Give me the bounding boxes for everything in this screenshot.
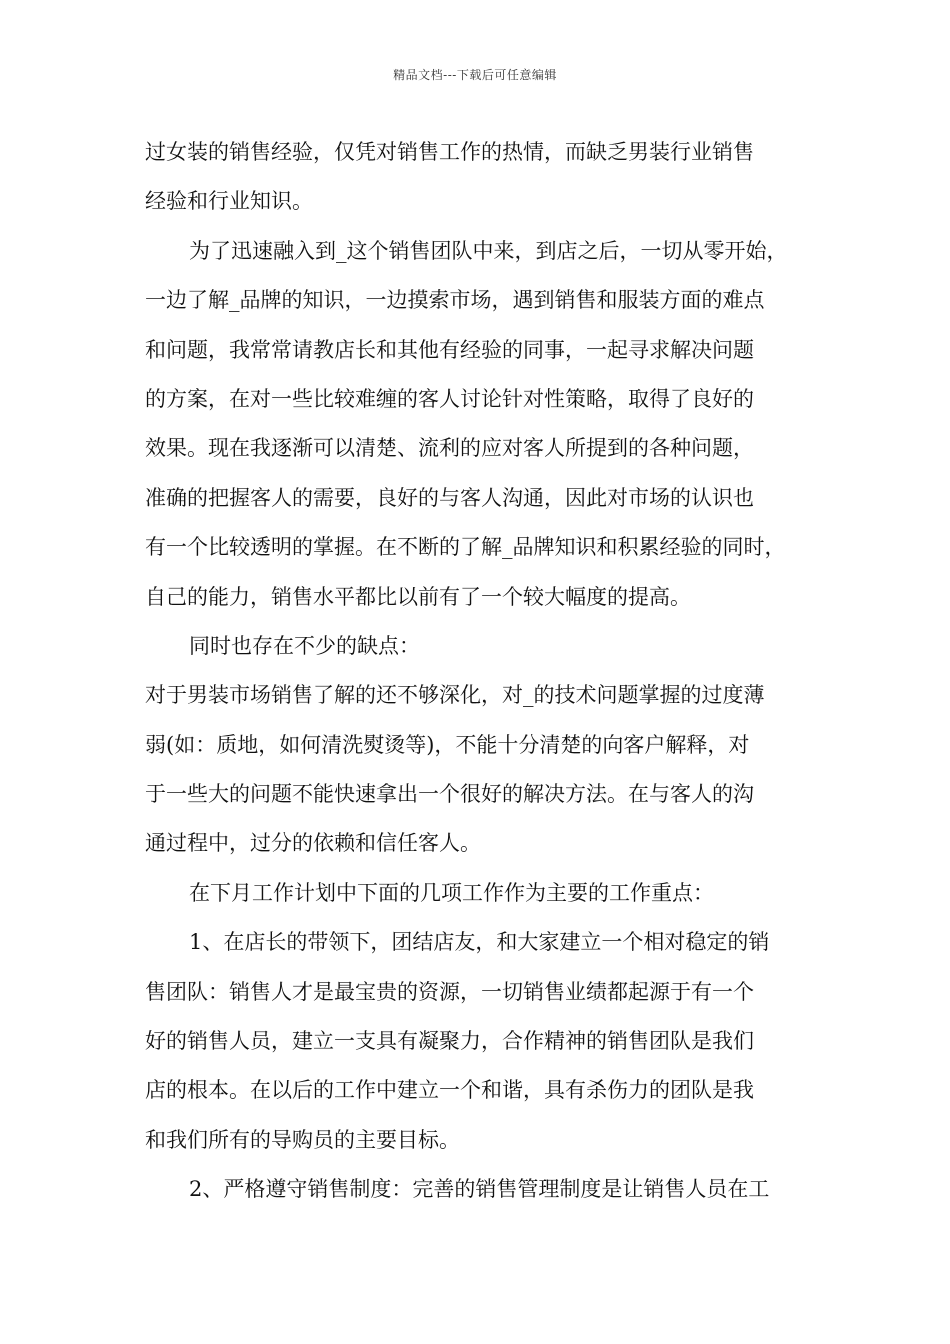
- paragraph-start-line: 为了迅速融入到_这个销售团队中来，到店之后，一切从零开始，: [189, 238, 788, 263]
- text-line: 的方案，在对一些比较难缠的客人讨论针对性策略，取得了良好的: [145, 386, 754, 411]
- paragraph-start-line: 同时也存在不少的缺点：: [189, 633, 420, 658]
- text-line: 对于男装市场销售了解的还不够深化，对_的技术问题掌握的过度薄: [145, 683, 765, 708]
- text-line: 和问题，我常常请教店长和其他有经验的同事，一起寻求解决问题: [145, 337, 754, 362]
- text-line: 有一个比较透明的掌握。在不断的了解_品牌知识和积累经验的同时，: [145, 535, 786, 560]
- text-line: 售团队：销售人才是最宝贵的资源，一切销售业绩都起源于有一个: [145, 979, 754, 1004]
- text-line: 一边了解_品牌的知识，一边摸索市场，遇到销售和服装方面的难点: [145, 288, 765, 313]
- text-line: 自己的能力，销售水平都比以前有了一个较大幅度的提高。: [145, 584, 691, 609]
- text-line: 效果。现在我逐渐可以清楚、流利的应对客人所提到的各种问题，: [145, 436, 754, 461]
- text-line: 弱(如：质地，如何清洗熨烫等)，不能十分清楚的向客户解释，对: [145, 732, 750, 757]
- paragraph-start-line: 在下月工作计划中下面的几项工作作为主要的工作重点：: [189, 880, 714, 905]
- text-line: 过女装的销售经验，仅凭对销售工作的热情，而缺乏男装行业销售: [145, 140, 754, 164]
- text-line: 和我们所有的导购员的主要目标。: [145, 1127, 460, 1152]
- text-line: 准确的把握客人的需要，良好的与客人沟通，因此对市场的认识也: [145, 485, 754, 510]
- document-body: [145, 128, 815, 1215]
- text-line: 经验和行业知识。: [145, 189, 313, 214]
- text-line: 于一些大的问题不能快速拿出一个很好的解决方法。在与客人的沟: [145, 782, 754, 807]
- text-line: 通过程中，过分的依赖和信任客人。: [145, 831, 481, 856]
- page-header: 精品文档---下载后可任意编辑: [393, 68, 557, 82]
- text-line: 店的根本。在以后的工作中建立一个和谐，具有杀伤力的团队是我: [145, 1078, 754, 1103]
- text-line: 好的销售人员，建立一支具有凝聚力，合作精神的销售团队是我们: [145, 1029, 754, 1054]
- paragraph-start-line: 1、在店长的带领下，团结店友，和大家建立一个相对稳定的销: [189, 930, 770, 955]
- paragraph-start-line: 2、严格遵守销售制度：完善的销售管理制度是让销售人员在工: [189, 1177, 770, 1202]
